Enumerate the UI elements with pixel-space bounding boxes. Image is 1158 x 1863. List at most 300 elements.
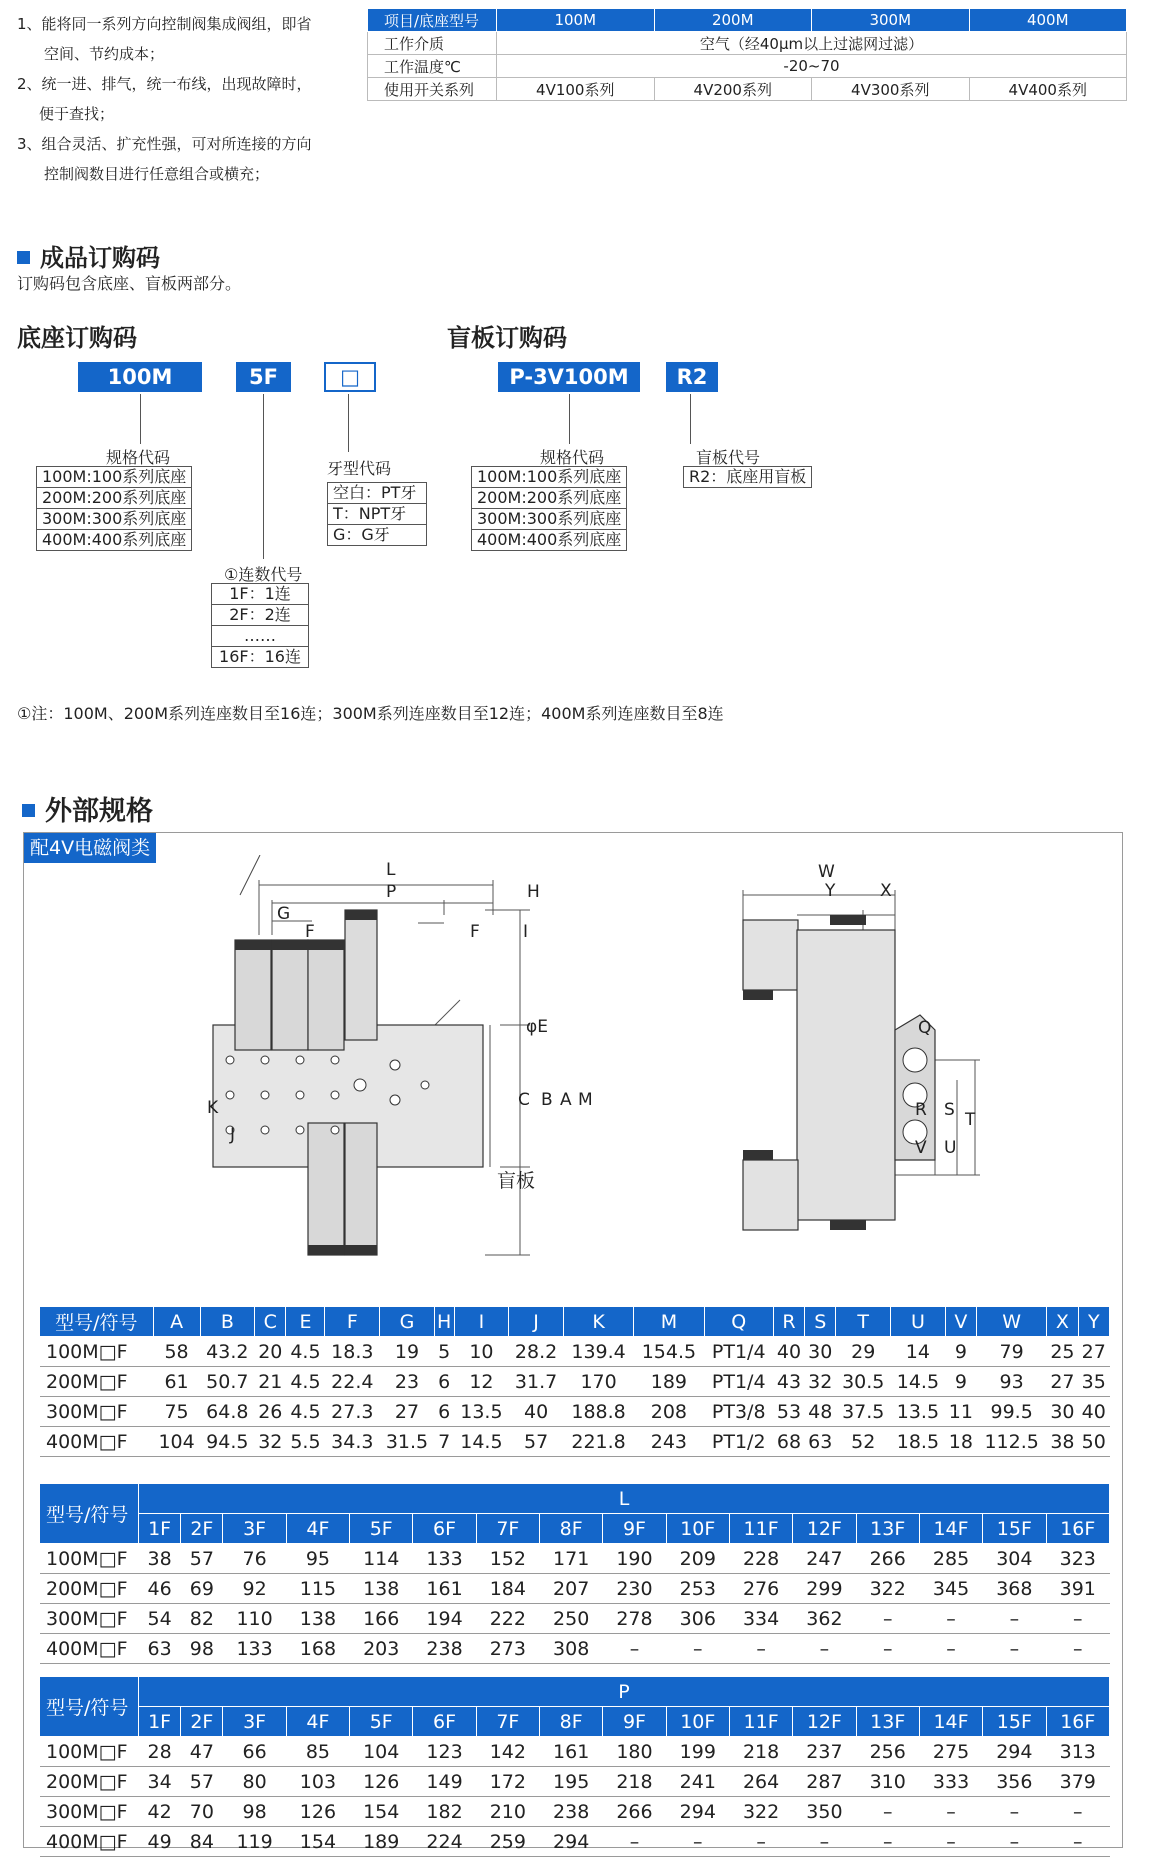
- table-row: [40, 1737, 1110, 1767]
- connector-line: [140, 394, 141, 444]
- table-cell: 98: [181, 1634, 223, 1664]
- dim-label-A: A: [560, 1090, 572, 1110]
- table-cell: 222: [476, 1604, 539, 1634]
- table-cell: 228: [729, 1544, 792, 1574]
- table-cell: 4.5: [286, 1337, 325, 1367]
- connector-line: [690, 394, 691, 444]
- table-cell: 276: [729, 1574, 792, 1604]
- table-header: R: [773, 1307, 804, 1337]
- table-cell: PT1/4: [704, 1367, 773, 1397]
- table-cell: 237: [793, 1737, 856, 1767]
- section-bullet-icon: [22, 804, 35, 817]
- table-header: 型号/符号: [40, 1307, 153, 1337]
- table-title-header: P: [139, 1677, 1110, 1707]
- table-cell: 14: [891, 1337, 946, 1367]
- table-cell: 40: [773, 1337, 804, 1367]
- table-cell: 30: [1047, 1397, 1078, 1427]
- station-item: 2F：2连: [212, 605, 309, 626]
- station-code-box: [211, 583, 309, 668]
- base-order-title: 底座订购码: [17, 324, 137, 352]
- table-cell: 21: [255, 1367, 286, 1397]
- table-cell: 139.4: [563, 1337, 633, 1367]
- blank-spec-item: 100M:100系列底座: [472, 467, 627, 488]
- order-subtitle: 订购码包含底座、盲板两部分。: [17, 274, 242, 293]
- table-cell: 247: [793, 1544, 856, 1574]
- table-cell: 221.8: [563, 1427, 633, 1457]
- spec-label: 使用开关系列: [368, 78, 497, 101]
- blank-spec-item: 200M:200系列底座: [472, 488, 627, 509]
- dim-label-W: W: [818, 862, 835, 882]
- table-cell: –: [729, 1827, 792, 1857]
- thread-item: T：NPT牙: [328, 504, 427, 525]
- table-cell: 46: [139, 1574, 181, 1604]
- connector-line: [348, 394, 349, 452]
- table-cell: 9: [945, 1337, 976, 1367]
- dim-label-L: L: [386, 860, 396, 880]
- table-cell: 294: [540, 1827, 603, 1857]
- table-header: X: [1047, 1307, 1078, 1337]
- table-cell: –: [919, 1604, 982, 1634]
- table-header: 16F: [1046, 1707, 1110, 1737]
- length-P-table: [40, 1677, 1110, 1857]
- table-cell: 52: [836, 1427, 891, 1457]
- table-cell: 26: [255, 1397, 286, 1427]
- connector-line: [569, 394, 570, 444]
- external-tag: 配4V电磁阀类: [24, 833, 156, 863]
- table-cell: 166: [350, 1604, 413, 1634]
- table-cell: –: [729, 1634, 792, 1664]
- table-cell: 200M□F: [40, 1367, 153, 1397]
- station-item: 1F：1连: [212, 584, 309, 605]
- table-cell: 133: [223, 1634, 286, 1664]
- table-header: 15F: [983, 1514, 1046, 1544]
- table-cell: 84: [181, 1827, 223, 1857]
- spec-code-item: 400M:400系列底座: [37, 530, 192, 551]
- table-row: [40, 1797, 1110, 1827]
- table-cell: 278: [603, 1604, 666, 1634]
- table-row: [40, 1397, 1110, 1427]
- table-cell: 5.5: [286, 1427, 325, 1457]
- table-cell: 54: [139, 1604, 181, 1634]
- table-cell: 64.8: [200, 1397, 255, 1427]
- table-cell: 57: [181, 1544, 223, 1574]
- table-header: Q: [704, 1307, 773, 1337]
- table-cell: 18.3: [325, 1337, 380, 1367]
- table-cell: 152: [476, 1544, 539, 1574]
- spec-value: -20~70: [497, 55, 1127, 78]
- table-cell: 32: [805, 1367, 836, 1397]
- table-header: 10F: [666, 1707, 729, 1737]
- table-cell: –: [856, 1634, 919, 1664]
- table-cell: 256: [856, 1737, 919, 1767]
- dim-label-F2: F: [470, 922, 480, 942]
- spec-table: [367, 8, 1127, 101]
- table-cell: 18: [945, 1427, 976, 1457]
- table-cell: 203: [350, 1634, 413, 1664]
- table-title-header: L: [139, 1484, 1110, 1514]
- code-stations: 5F: [236, 362, 291, 392]
- dim-label-S: S: [944, 1100, 955, 1120]
- table-cell: 50.7: [200, 1367, 255, 1397]
- table-row: [40, 1634, 1110, 1664]
- table-cell: 161: [540, 1737, 603, 1767]
- table-row: [40, 1767, 1110, 1797]
- table-header: K: [563, 1307, 633, 1337]
- connector-line: [263, 394, 264, 559]
- table-cell: 241: [666, 1767, 729, 1797]
- table-cell: 43.2: [200, 1337, 255, 1367]
- table-header: B: [200, 1307, 255, 1337]
- station-item: ……: [212, 626, 309, 647]
- table-cell: 333: [919, 1767, 982, 1797]
- table-header: 13F: [856, 1514, 919, 1544]
- order-note: ①注：100M、200M系列连座数目至16连；300M系列连座数目至12连；400M系列连座数目至8连: [17, 704, 724, 723]
- blank-code-box: [683, 466, 812, 488]
- table-cell: 37.5: [836, 1397, 891, 1427]
- table-cell: PT1/2: [704, 1427, 773, 1457]
- table-header: 12F: [793, 1514, 856, 1544]
- external-section-title: 外部规格: [22, 789, 153, 828]
- spec-value: 4V300系列: [812, 78, 970, 101]
- table-header: 3F: [223, 1707, 286, 1737]
- table-cell: 4.5: [286, 1397, 325, 1427]
- spec-value: 4V400系列: [969, 78, 1127, 101]
- table-cell: –: [919, 1797, 982, 1827]
- table-header: 6F: [413, 1707, 476, 1737]
- table-cell: 12: [454, 1367, 509, 1397]
- blank-spec-item: 400M:400系列底座: [472, 530, 627, 551]
- thread-code-box: [327, 482, 427, 546]
- table-cell: 334: [729, 1604, 792, 1634]
- table-cell: –: [983, 1604, 1046, 1634]
- table-header: 10F: [666, 1514, 729, 1544]
- table-cell: 199: [666, 1737, 729, 1767]
- table-cell: –: [919, 1827, 982, 1857]
- table-header: T: [836, 1307, 891, 1337]
- code-series: 100M: [78, 362, 202, 392]
- table-cell: 188.8: [563, 1397, 633, 1427]
- table-cell: –: [793, 1634, 856, 1664]
- table-cell: 66: [223, 1737, 286, 1767]
- table-cell: 368: [983, 1574, 1046, 1604]
- dim-label-E: φE: [526, 1017, 548, 1037]
- table-header: U: [891, 1307, 946, 1337]
- feature-line: 3、组合灵活、扩充性强，可对所连接的方向: [17, 135, 312, 153]
- order-section-title: 成品订购码: [17, 238, 160, 273]
- spec-header: 项目/底座型号: [368, 9, 497, 32]
- table-cell: 20: [255, 1337, 286, 1367]
- table-cell: 95: [286, 1544, 349, 1574]
- spec-label: 工作温度℃: [368, 55, 497, 78]
- table-header: 5F: [350, 1514, 413, 1544]
- table-header: 12F: [793, 1707, 856, 1737]
- table-cell: 34.3: [325, 1427, 380, 1457]
- table-cell: 112.5: [976, 1427, 1046, 1457]
- table-cell: 99.5: [976, 1397, 1046, 1427]
- table-cell: 19: [380, 1337, 435, 1367]
- table-header: W: [976, 1307, 1046, 1337]
- table-cell: 400M□F: [40, 1427, 153, 1457]
- table-header: G: [380, 1307, 435, 1337]
- table-cell: 126: [350, 1767, 413, 1797]
- table-cell: 42: [139, 1797, 181, 1827]
- table-cell: –: [856, 1604, 919, 1634]
- table-cell: 138: [350, 1574, 413, 1604]
- table-cell: 259: [476, 1827, 539, 1857]
- table-cell: 184: [476, 1574, 539, 1604]
- table-cell: 264: [729, 1767, 792, 1797]
- dim-label-R: R: [915, 1100, 927, 1120]
- table-cell: 13.5: [454, 1397, 509, 1427]
- dim-label-B: B: [541, 1090, 553, 1110]
- table-cell: 57: [509, 1427, 564, 1457]
- table-cell: 299: [793, 1574, 856, 1604]
- spec-header: 200M: [654, 9, 812, 32]
- table-cell: –: [856, 1797, 919, 1827]
- table-cell: 154: [286, 1827, 349, 1857]
- table-cell: 322: [856, 1574, 919, 1604]
- table-cell: 57: [181, 1767, 223, 1797]
- table-header: 1F: [139, 1707, 181, 1737]
- table-cell: 308: [540, 1634, 603, 1664]
- table-cell: –: [1046, 1797, 1110, 1827]
- table-cell: 189: [350, 1827, 413, 1857]
- table-cell: 27: [380, 1397, 435, 1427]
- table-row: [40, 1604, 1110, 1634]
- table-cell: 93: [976, 1367, 1046, 1397]
- table-cell: 40: [1078, 1397, 1109, 1427]
- feature-list: [17, 9, 347, 189]
- table-cell: –: [983, 1634, 1046, 1664]
- table-cell: 356: [983, 1767, 1046, 1797]
- side-view-drawing: [735, 870, 1015, 1280]
- feature-line: 2、统一进、排气，统一布线，出现故障时，: [17, 75, 312, 93]
- table-header: E: [286, 1307, 325, 1337]
- table-cell: 161: [413, 1574, 476, 1604]
- table-header: 14F: [919, 1707, 982, 1737]
- dim-label-J: J: [230, 1125, 236, 1145]
- table-header: M: [634, 1307, 704, 1337]
- table-cell: –: [1046, 1604, 1110, 1634]
- blank-spec-code-label: 规格代码: [540, 448, 605, 467]
- table-cell: 285: [919, 1544, 982, 1574]
- table-header: 7F: [476, 1514, 539, 1544]
- table-cell: 10: [454, 1337, 509, 1367]
- table-cell: 275: [919, 1737, 982, 1767]
- table-cell: 115: [286, 1574, 349, 1604]
- table-cell: 266: [856, 1544, 919, 1574]
- table-cell: 300M□F: [40, 1797, 139, 1827]
- table-cell: 58: [153, 1337, 200, 1367]
- table-cell: 61: [153, 1367, 200, 1397]
- table-cell: 29: [836, 1337, 891, 1367]
- table-cell: 30.5: [836, 1367, 891, 1397]
- table-header: 9F: [603, 1514, 666, 1544]
- table-cell: 31.7: [509, 1367, 564, 1397]
- table-cell: 126: [286, 1797, 349, 1827]
- table-cell: 138: [286, 1604, 349, 1634]
- spec-header: 400M: [969, 9, 1127, 32]
- table-cell: 114: [350, 1544, 413, 1574]
- table-cell: 142: [476, 1737, 539, 1767]
- dim-label-V: V: [915, 1138, 927, 1158]
- table-cell: 13.5: [891, 1397, 946, 1427]
- dim-label-F: F: [305, 922, 315, 942]
- spec-code-item: 300M:300系列底座: [37, 509, 192, 530]
- table-corner-header: 型号/符号: [40, 1484, 139, 1544]
- table-header: 5F: [350, 1707, 413, 1737]
- table-row: [40, 1827, 1110, 1857]
- thread-item: G：G牙: [328, 525, 427, 546]
- table-cell: 306: [666, 1604, 729, 1634]
- table-cell: 149: [413, 1767, 476, 1797]
- dim-label-C: C: [518, 1090, 530, 1110]
- table-header: 8F: [540, 1514, 603, 1544]
- table-row: [40, 1427, 1110, 1457]
- blank-order-title: 盲板订购码: [447, 324, 567, 352]
- table-cell: 123: [413, 1737, 476, 1767]
- table-cell: –: [983, 1797, 1046, 1827]
- feature-line: 便于查找；: [39, 105, 115, 123]
- table-cell: 27.3: [325, 1397, 380, 1427]
- section-bullet-icon: [17, 251, 30, 264]
- spec-code-label: 规格代码: [106, 448, 171, 467]
- table-cell: 170: [563, 1367, 633, 1397]
- table-cell: 27: [1078, 1337, 1109, 1367]
- table-cell: 182: [413, 1797, 476, 1827]
- table-cell: 304: [983, 1544, 1046, 1574]
- table-cell: 28.2: [509, 1337, 564, 1367]
- table-cell: –: [666, 1634, 729, 1664]
- table-cell: 154: [350, 1797, 413, 1827]
- table-cell: 168: [286, 1634, 349, 1664]
- dim-label-K: K: [207, 1098, 219, 1118]
- table-cell: 38: [139, 1544, 181, 1574]
- table-cell: 230: [603, 1574, 666, 1604]
- table-cell: 218: [603, 1767, 666, 1797]
- table-cell: PT1/4: [704, 1337, 773, 1367]
- table-cell: 195: [540, 1767, 603, 1797]
- table-cell: 238: [540, 1797, 603, 1827]
- table-cell: 300M□F: [40, 1604, 139, 1634]
- table-cell: 5: [434, 1337, 454, 1367]
- table-cell: –: [983, 1827, 1046, 1857]
- table-cell: 49: [139, 1827, 181, 1857]
- spec-value: 4V200系列: [654, 78, 812, 101]
- table-cell: 104: [153, 1427, 200, 1457]
- dim-label-Y: Y: [825, 881, 836, 901]
- table-cell: 345: [919, 1574, 982, 1604]
- table-cell: 30: [805, 1337, 836, 1367]
- code-thread: □: [324, 362, 376, 392]
- blank-code-label: 盲板代号: [696, 448, 761, 467]
- table-cell: 76: [223, 1544, 286, 1574]
- table-cell: 310: [856, 1767, 919, 1797]
- table-row: [40, 1544, 1110, 1574]
- dim-label-U: U: [944, 1138, 957, 1158]
- table-cell: 79: [976, 1337, 1046, 1367]
- dim-label-M: M: [578, 1090, 593, 1110]
- table-cell: 23: [380, 1367, 435, 1397]
- table-cell: 103: [286, 1767, 349, 1797]
- dim-label-H: H: [527, 882, 540, 902]
- table-cell: 35: [1078, 1367, 1109, 1397]
- table-cell: 63: [139, 1634, 181, 1664]
- table-header: 11F: [729, 1514, 792, 1544]
- table-cell: 40: [509, 1397, 564, 1427]
- table-cell: 68: [773, 1427, 804, 1457]
- spec-header: 100M: [497, 9, 655, 32]
- spec-value: 4V100系列: [497, 78, 655, 101]
- table-cell: –: [1046, 1827, 1110, 1857]
- thread-code-label: 牙型代码: [327, 459, 392, 478]
- dim-label-Q: Q: [918, 1018, 932, 1038]
- table-cell: 22.4: [325, 1367, 380, 1397]
- table-cell: 294: [666, 1797, 729, 1827]
- table-cell: 300M□F: [40, 1397, 153, 1427]
- dim-label-P: P: [386, 882, 397, 902]
- dim-label-G: G: [277, 904, 291, 924]
- table-cell: 7: [434, 1427, 454, 1457]
- blank-code-item: R2：底座用盲板: [684, 467, 812, 488]
- dim-label-I: I: [523, 922, 529, 942]
- dimension-table: [40, 1307, 1110, 1457]
- table-cell: 224: [413, 1827, 476, 1857]
- table-cell: 32: [255, 1427, 286, 1457]
- table-header: 7F: [476, 1707, 539, 1737]
- code-blank-plate: P-3V100M: [498, 362, 640, 392]
- table-cell: 294: [983, 1737, 1046, 1767]
- table-cell: 6: [434, 1367, 454, 1397]
- table-cell: PT3/8: [704, 1397, 773, 1427]
- table-cell: 11: [945, 1397, 976, 1427]
- station-code-label: ①连数代号: [224, 565, 303, 584]
- table-header: V: [945, 1307, 976, 1337]
- table-cell: –: [919, 1634, 982, 1664]
- table-header: 2F: [181, 1514, 223, 1544]
- blank-spec-code-box: [471, 466, 627, 551]
- table-cell: 100M□F: [40, 1544, 139, 1574]
- table-cell: 207: [540, 1574, 603, 1604]
- table-header: J: [509, 1307, 564, 1337]
- table-cell: 28: [139, 1737, 181, 1767]
- table-header: 3F: [223, 1514, 286, 1544]
- spec-label: 工作介质: [368, 32, 497, 55]
- table-cell: 287: [793, 1767, 856, 1797]
- table-cell: 27: [1047, 1367, 1078, 1397]
- table-row: [40, 1367, 1110, 1397]
- table-cell: 34: [139, 1767, 181, 1797]
- table-cell: 323: [1046, 1544, 1110, 1574]
- table-cell: 154.5: [634, 1337, 704, 1367]
- table-cell: 69: [181, 1574, 223, 1604]
- table-cell: 190: [603, 1544, 666, 1574]
- table-cell: 391: [1046, 1574, 1110, 1604]
- feature-line: 空间、节约成本；: [44, 45, 165, 63]
- table-cell: 85: [286, 1737, 349, 1767]
- table-header: 2F: [181, 1707, 223, 1737]
- table-header: 13F: [856, 1707, 919, 1737]
- table-header: 6F: [413, 1514, 476, 1544]
- table-row: [40, 1574, 1110, 1604]
- table-cell: 194: [413, 1604, 476, 1634]
- feature-line: 1、能将同一系列方向控制阀集成阀组，即省: [17, 15, 312, 33]
- table-cell: 98: [223, 1797, 286, 1827]
- table-cell: 400M□F: [40, 1827, 139, 1857]
- table-cell: 273: [476, 1634, 539, 1664]
- table-cell: 238: [413, 1634, 476, 1664]
- table-cell: 350: [793, 1797, 856, 1827]
